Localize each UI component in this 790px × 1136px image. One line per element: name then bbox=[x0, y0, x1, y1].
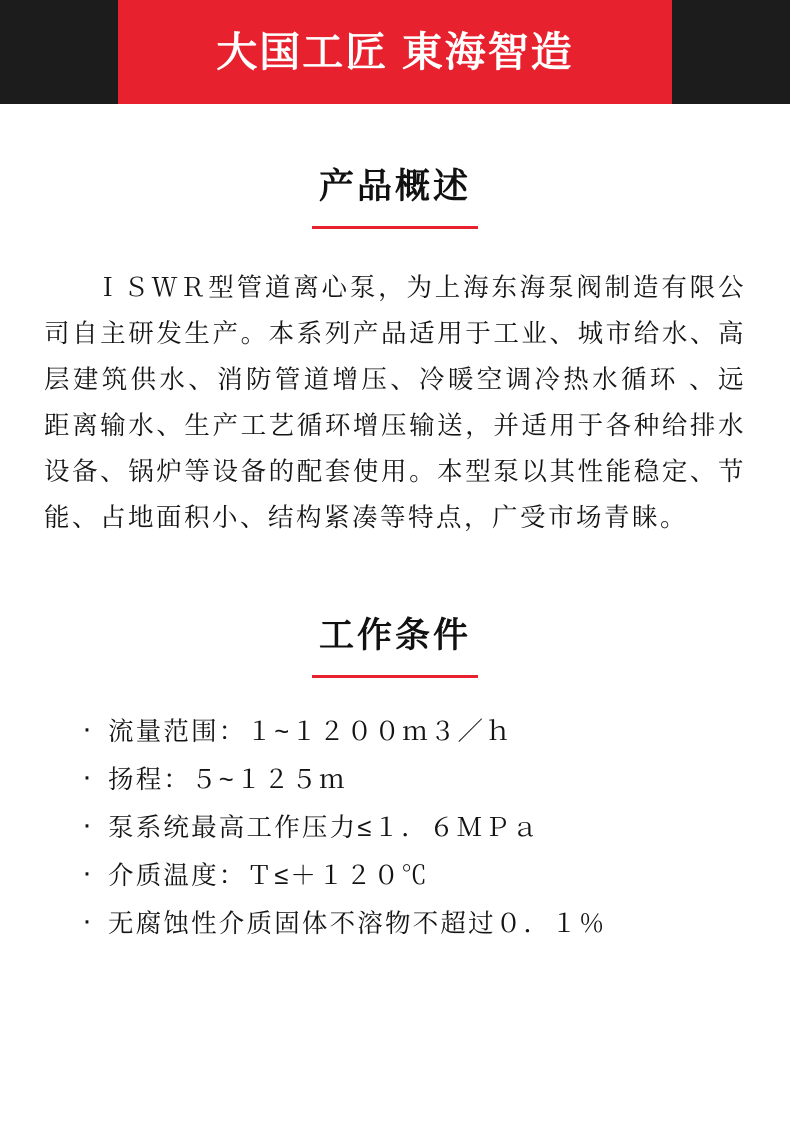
list-item: · 流量范围：１~１２００ｍ３／ｈ bbox=[82, 708, 750, 756]
header-banner-inner bbox=[0, 0, 790, 104]
working-conditions-list bbox=[40, 708, 750, 948]
section-underline-working-conditions bbox=[312, 675, 478, 678]
list-item: · 泵系统最高工作压力≤１．６ＭＰａ bbox=[82, 804, 750, 852]
section-title-working-conditions: 工作条件 bbox=[318, 616, 471, 655]
list-item: · 扬程：５~１２５ｍ bbox=[82, 756, 750, 804]
section-heading-overview bbox=[40, 166, 750, 229]
banner-title: 大国工匠 東海智造 bbox=[216, 28, 574, 75]
section-underline-overview bbox=[312, 226, 478, 229]
header-banner bbox=[0, 0, 790, 104]
overview-paragraph: ＩＳＷＲ型管道离心泵，为上海东海泵阀制造有限公司自主研发生产。本系列产品适用于工业、城市给水、高层建筑供水、消防管道增压、冷暖空调冷热水循环 、远距离输水、生产工艺循环增压输送，并适用于各种给排水设备、锅炉等设备的配套使用。本型泵以其性能稳定、节能、占地面积小、结构紧凑等特点，广受市场青睐。 bbox=[44, 274, 746, 532]
section-heading-working-conditions bbox=[40, 615, 750, 678]
list-item: · 介质温度：Ｔ≤＋１２０℃ bbox=[82, 852, 750, 900]
page-content bbox=[0, 166, 790, 948]
section-title-overview: 产品概述 bbox=[318, 167, 471, 206]
list-item: · 无腐蚀性介质固体不溶物不超过０．１％ bbox=[82, 900, 750, 948]
